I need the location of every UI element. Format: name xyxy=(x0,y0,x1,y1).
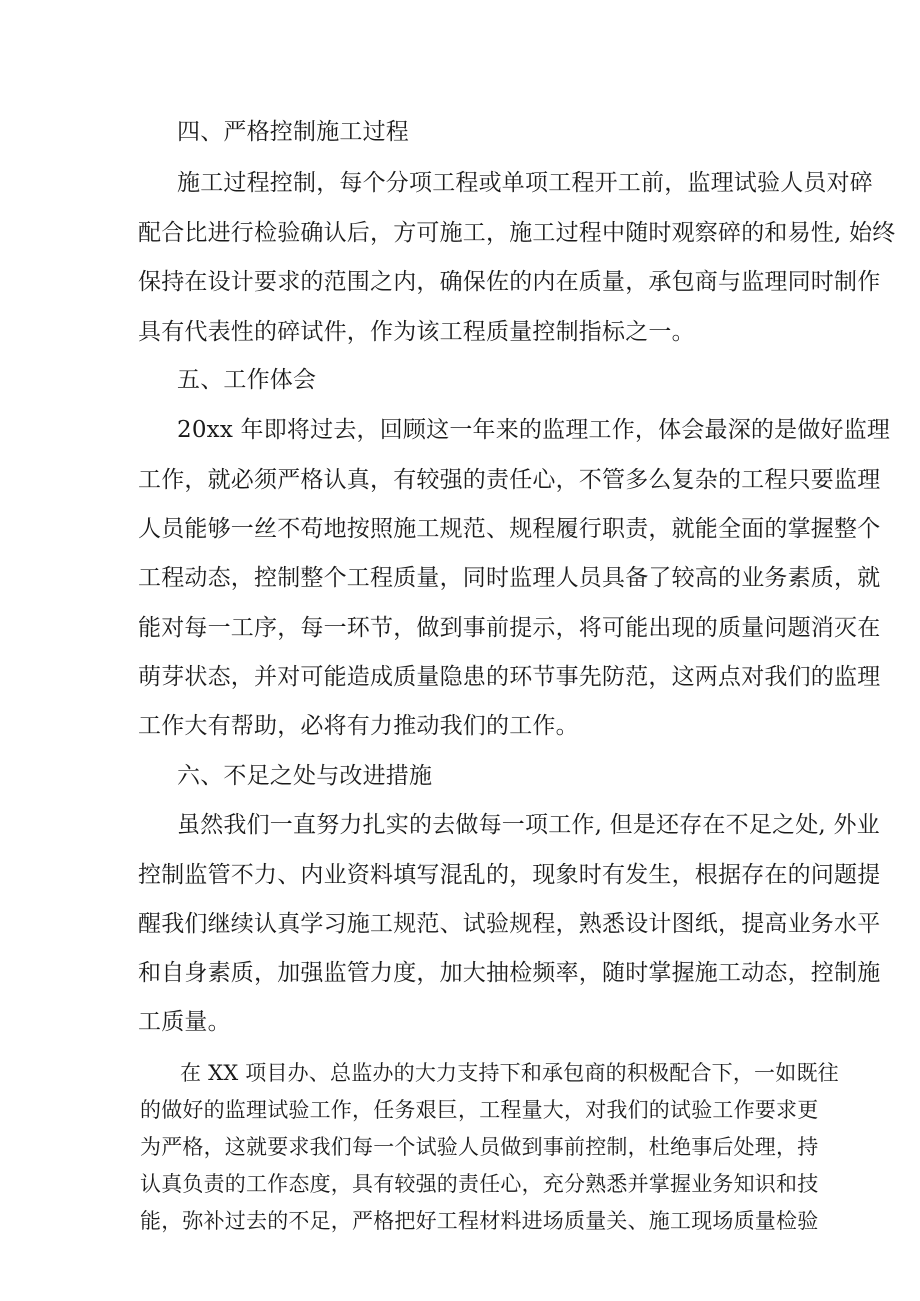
closing-line: 为严格，这就要求我们每一个试验人员做到事前控制，杜绝事后处理，持 xyxy=(140,1135,819,1159)
paragraph-line: 20xx 年即将过去，回顾这一年来的监理工作，体会最深的是做好监理 xyxy=(177,417,891,443)
closing-line: 认真负责的工作态度，具有较强的责任心，充分熟悉并掌握业务知识和技 xyxy=(140,1172,819,1196)
paragraph-line: 施工过程控制，每个分项工程或单项工程开工前，监理试验人员对碎 xyxy=(177,170,873,196)
paragraph-line: 工作大有帮助，必将有力推动我们的工作。 xyxy=(138,713,579,739)
closing-line: 的做好的监理试验工作，任务艰巨，工程量大，对我们的试验工作要求更 xyxy=(140,1098,819,1122)
paragraph-line: 保持在设计要求的范围之内，确保佐的内在质量，承包商与监理同时制作 xyxy=(138,269,881,295)
paragraph-line: 工作，就必须严格认真，有较强的责任心，不管多么复杂的工程只要监理 xyxy=(138,467,881,493)
section-heading-5: 五、工作体会 xyxy=(177,367,317,393)
closing-line: 能，弥补过去的不足，严格把好工程材料进场质量关、施工现场质量检验 xyxy=(140,1209,819,1233)
paragraph-line: 具有代表性的碎试件，作为该工程质量控制指标之一。 xyxy=(138,319,695,345)
paragraph-line: 人员能够一丝不苟地按照施工规范、规程履行职责，就能全面的掌握整个 xyxy=(138,516,881,542)
paragraph-line: 虽然我们一直努力扎实的去做每一项工作, 但是还存在不足之处, 外业 xyxy=(177,812,880,838)
paragraph-line: 工质量。 xyxy=(138,1009,231,1035)
paragraph-line: 萌芽状态，并对可能造成质量隐患的环节事先防范，这两点对我们的监理 xyxy=(138,664,881,690)
closing-line: 在 XX 项目办、总监办的大力支持下和承包商的积极配合下，一如既往 xyxy=(180,1061,839,1085)
paragraph-line: 能对每一工序，每一环节，做到事前提示，将可能出现的质量问题消灭在 xyxy=(138,615,881,641)
paragraph-line: 工程动态，控制整个工程质量，同时监理人员具备了较高的业务素质，就 xyxy=(138,565,881,591)
section-heading-6: 六、不足之处与改进措施 xyxy=(177,763,433,789)
paragraph-line: 配合比进行检验确认后，方可施工，施工过程中随时观察碎的和易性, 始终 xyxy=(138,220,896,246)
section-heading-4: 四、严格控制施工过程 xyxy=(177,119,409,145)
paragraph-line: 控制监管不力、内业资料填写混乱的，现象时有发生，根据存在的问题提 xyxy=(138,862,881,888)
paragraph-line: 醒我们继续认真学习施工规范、试验规程，熟悉设计图纸，提高业务水平 xyxy=(138,911,881,937)
paragraph-line: 和自身素质，加强监管力度，加大抽检频率，随时掌握施工动态，控制施 xyxy=(138,960,881,986)
